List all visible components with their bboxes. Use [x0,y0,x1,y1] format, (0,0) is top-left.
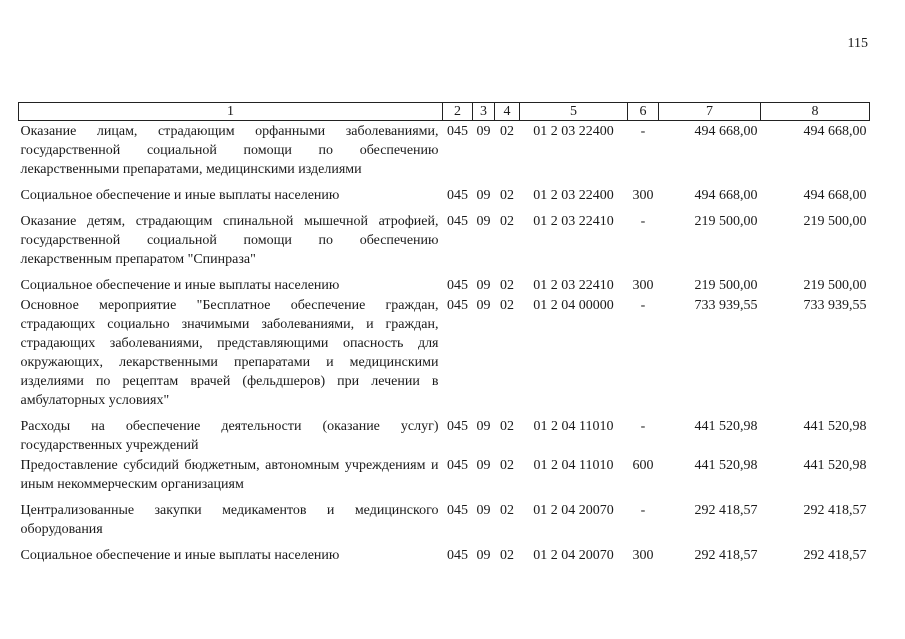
header-cell: 2 [443,103,473,121]
row-amount-cell: 733 939,55 [694,298,758,313]
row-section-cell: 09 [476,278,491,293]
row-amount-cell: 733 939,55 [803,298,867,313]
row-target-article-cell: 01 2 04 00000 [533,298,614,313]
row-amount-cell: 441 520,98 [803,458,867,473]
table-body [19,121,870,566]
row-amount-cell: 494 668,00 [803,188,867,203]
row-amount-cell: 219 500,00 [694,278,758,293]
budget-table [18,102,870,565]
row-code-cell: 045 [447,548,468,563]
table-row [19,275,870,295]
row-subsection-cell: 02 [500,419,514,434]
table-row [19,121,870,180]
row-name-cell: Основное мероприятие "Бесплатное обеспечение граждан, страдающих социально значимыми заболеваниями, и граждан, страдающих заболеваниями, представляющими опасность для окружающих, лекарственными препаратами и медицинскими изделиями по рецептам врачей (фельдшеров) при лечении в амбулаторных условиях" [20,298,439,408]
header-cell: 1 [19,103,443,121]
row-section-cell: 09 [476,188,491,203]
row-target-article-cell: 01 2 04 11010 [533,458,614,473]
row-code-cell: 045 [447,458,468,473]
header-cell: 6 [628,103,659,121]
row-subsection-cell: 02 [500,503,514,518]
row-code-cell: 045 [447,278,468,293]
row-target-article-cell: 01 2 04 11010 [533,419,614,434]
row-amount-cell: 292 418,57 [694,503,758,518]
row-subsection-cell: 02 [500,298,514,313]
header-cell: 3 [473,103,495,121]
row-expense-type-cell: - [640,214,646,229]
row-section-cell: 09 [476,298,491,313]
row-amount-cell: 219 500,00 [803,214,867,229]
row-name-cell: Расходы на обеспечение деятельности (оказание услуг) государственных учреждений [20,419,439,453]
row-name-cell: Социальное обеспечение и иные выплаты населению [20,548,340,563]
row-target-article-cell: 01 2 03 22410 [533,278,614,293]
row-expense-type-cell: 300 [632,548,654,563]
row-section-cell: 09 [476,458,491,473]
row-section-cell: 09 [476,124,491,139]
row-expense-type-cell: 300 [632,188,654,203]
row-section-cell: 09 [476,419,491,434]
header-cell: 8 [761,103,870,121]
row-amount-cell: 494 668,00 [803,124,867,139]
row-subsection-cell: 02 [500,458,514,473]
row-amount-cell: 292 418,57 [803,503,867,518]
row-target-article-cell: 01 2 04 20070 [533,503,614,518]
row-amount-cell: 219 500,00 [803,278,867,293]
row-code-cell: 045 [447,419,468,434]
row-name-cell: Централизованные закупки медикаментов и медицинского оборудования [20,503,439,537]
row-subsection-cell: 02 [500,278,514,293]
row-code-cell: 045 [447,503,468,518]
header-cell: 4 [495,103,520,121]
row-subsection-cell: 02 [500,188,514,203]
row-amount-cell: 219 500,00 [694,214,758,229]
table-row [19,185,870,205]
row-section-cell: 09 [476,503,491,518]
row-name-cell: Предоставление субсидий бюджетным, автономным учреждениям и иным некоммерческим организациям [20,458,439,492]
row-subsection-cell: 02 [500,124,514,139]
row-code-cell: 045 [447,124,468,139]
row-amount-cell: 441 520,98 [803,419,867,434]
row-target-article-cell: 01 2 03 22400 [533,188,614,203]
header-row [19,103,870,121]
row-amount-cell: 292 418,57 [803,548,867,563]
row-name-cell: Социальное обеспечение и иные выплаты населению [20,188,340,203]
table-row [19,500,870,539]
row-target-article-cell: 01 2 03 22410 [533,214,614,229]
row-name-cell: Оказание детям, страдающим спинальной мышечной атрофией, государственной социальной помощи по обеспечению лекарственным препаратом "Спинраза" [20,214,439,267]
row-section-cell: 09 [476,548,491,563]
header-cell: 5 [520,103,628,121]
row-expense-type-cell: - [640,503,646,518]
row-expense-type-cell: 600 [632,458,654,473]
table-row [19,211,870,269]
row-code-cell: 045 [447,188,468,203]
row-expense-type-cell: 300 [632,278,654,293]
row-amount-cell: 292 418,57 [694,548,758,563]
header-cell: 7 [659,103,761,121]
row-amount-cell: 441 520,98 [694,458,758,473]
row-expense-type-cell: - [640,419,646,434]
row-code-cell: 045 [447,298,468,313]
row-section-cell: 09 [476,214,491,229]
table-row [19,295,870,410]
table-row [19,416,870,455]
page-number: 115 [847,36,868,51]
table-row [19,545,870,565]
row-subsection-cell: 02 [500,214,514,229]
row-target-article-cell: 01 2 03 22400 [533,124,614,139]
row-expense-type-cell: - [640,298,646,313]
row-amount-cell: 494 668,00 [694,124,758,139]
row-code-cell: 045 [447,214,468,229]
row-subsection-cell: 02 [500,548,514,563]
row-amount-cell: 441 520,98 [694,419,758,434]
row-target-article-cell: 01 2 04 20070 [533,548,614,563]
table-row [19,455,870,494]
row-name-cell: Социальное обеспечение и иные выплаты населению [20,278,340,293]
row-amount-cell: 494 668,00 [694,188,758,203]
row-expense-type-cell: - [640,124,646,139]
row-name-cell: Оказание лицам, страдающим орфанными заболеваниями, государственной социальной помощи по обеспечению лекарственными препаратами, медицинскими изделиями [20,124,439,177]
